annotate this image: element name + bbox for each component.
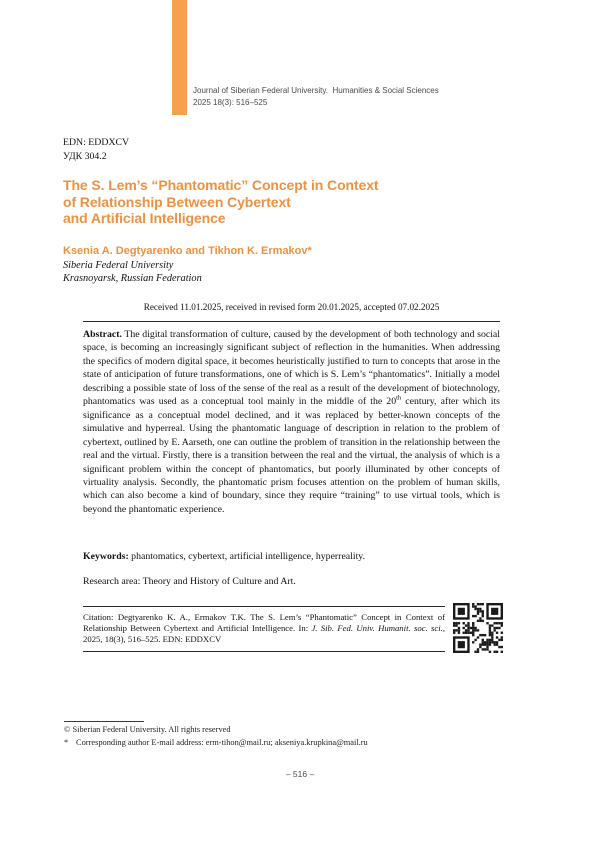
received-dates-line: Received 11.01.2025, received in revised form 20.01.2025, accepted 07.02.2025 — [143, 302, 440, 312]
corresponding-author-line — [64, 738, 368, 747]
keywords-text: phantomatics, cybertext, artificial intelligence, hyperreality. — [128, 551, 366, 562]
affiliation-university: Siberia Federal University — [63, 260, 174, 271]
footnote-separator — [64, 721, 144, 722]
keywords-line — [83, 551, 500, 562]
abstract-superscript: th — [396, 395, 402, 402]
copyright-line: © Siberian Federal University. All rights reserved — [64, 725, 231, 734]
abstract-label: Abstract. — [83, 329, 122, 340]
qr-code — [453, 603, 503, 653]
abstract-text-part1: The digital transformation of culture, caused by the development of both technology and social space, is becoming an increasingly significant subject of reflection in the humanities. When addressing the specifics of modern digital space, it becomes heuristically justified to turn to concepts that arose in the state of anticipation of future transformations, one of which is S. Lem’s “phantomatics”. Initially a model describing a possible state of loss of the sense of the real as a result of the development of biotechnology, phantomatics was used as a conceptual tool mainly in the middle of the 20 — [83, 329, 500, 408]
edn-code: EDN: EDDXCV — [63, 137, 130, 148]
authors-line: Ksenia A. Degtyarenko and Tikhon K. Ermakov* — [63, 245, 312, 257]
affiliation-city: Krasnoyarsk, Russian Federation — [63, 273, 202, 285]
article-title-line-1: The S. Lem’s “Phantomatic” Concept in Context — [63, 177, 379, 193]
citation-text-end: , 2025, 18(3), 516–525. EDN: EDDXCV — [83, 623, 446, 645]
citation-text-start: Citation: Degtyarenko K. A., Ermakov T.K. The S. Lem’s “Phantomatic” Concept in Context of Relationship Between Cybertext and Artificial Intelligence. In: — [83, 612, 445, 634]
corresponding-text: Corresponding author E-mail address: erm-tihon@mail.ru; akseniya.krupkina@mail.ru — [76, 738, 368, 747]
journal-header — [193, 85, 439, 108]
citation-block — [83, 606, 445, 652]
article-identifiers — [63, 136, 129, 163]
keywords-label: Keywords: — [83, 551, 129, 562]
article-title-line-3: and Artificial Intelligence — [63, 210, 226, 226]
corresponding-asterisk: * — [64, 738, 69, 747]
journal-brand-bar — [172, 0, 187, 115]
affiliation — [63, 259, 202, 285]
page-number: – 516 – — [285, 769, 315, 779]
citation-journal-abbrev: J. Sib. Fed. Univ. Humanit. soc. sci. — [311, 623, 443, 634]
research-area-line: Research area: Theory and History of Culture and Art. — [83, 576, 296, 587]
journal-name: Journal of Siberian Federal University. Humanities & Social Sciences — [193, 86, 439, 95]
article-title-line-2: of Relationship Between Cybertext — [63, 193, 291, 210]
journal-issue-line: 2025 18(3): 516–525 — [193, 97, 268, 107]
udk-code: УДК 304.2 — [63, 150, 107, 162]
abstract-text-part2: century, after which its significance as a conceptual model declined, and it was replaced by better-known concepts of the simulative and hyperreal. Using the phantomatic language of description in relation to the problem of cybertext, outlined by E. Aarseth, one can outline the problem of transition in the relationship between the real and the virtual. Firstly, there is a transition between the real and the virtual, the analysis of which is a significant problem within the concept of phantomatics, but poorly illuminated by other concepts of virtuality analysis. Secondly, the phantomatic prism focuses attention on the problem of human skills, which can also become a kind of boundary, since they require “training” to use virtual tools, which is beyond the phantomatic experience. — [83, 396, 500, 515]
article-title — [63, 177, 378, 227]
abstract-block — [83, 321, 500, 516]
